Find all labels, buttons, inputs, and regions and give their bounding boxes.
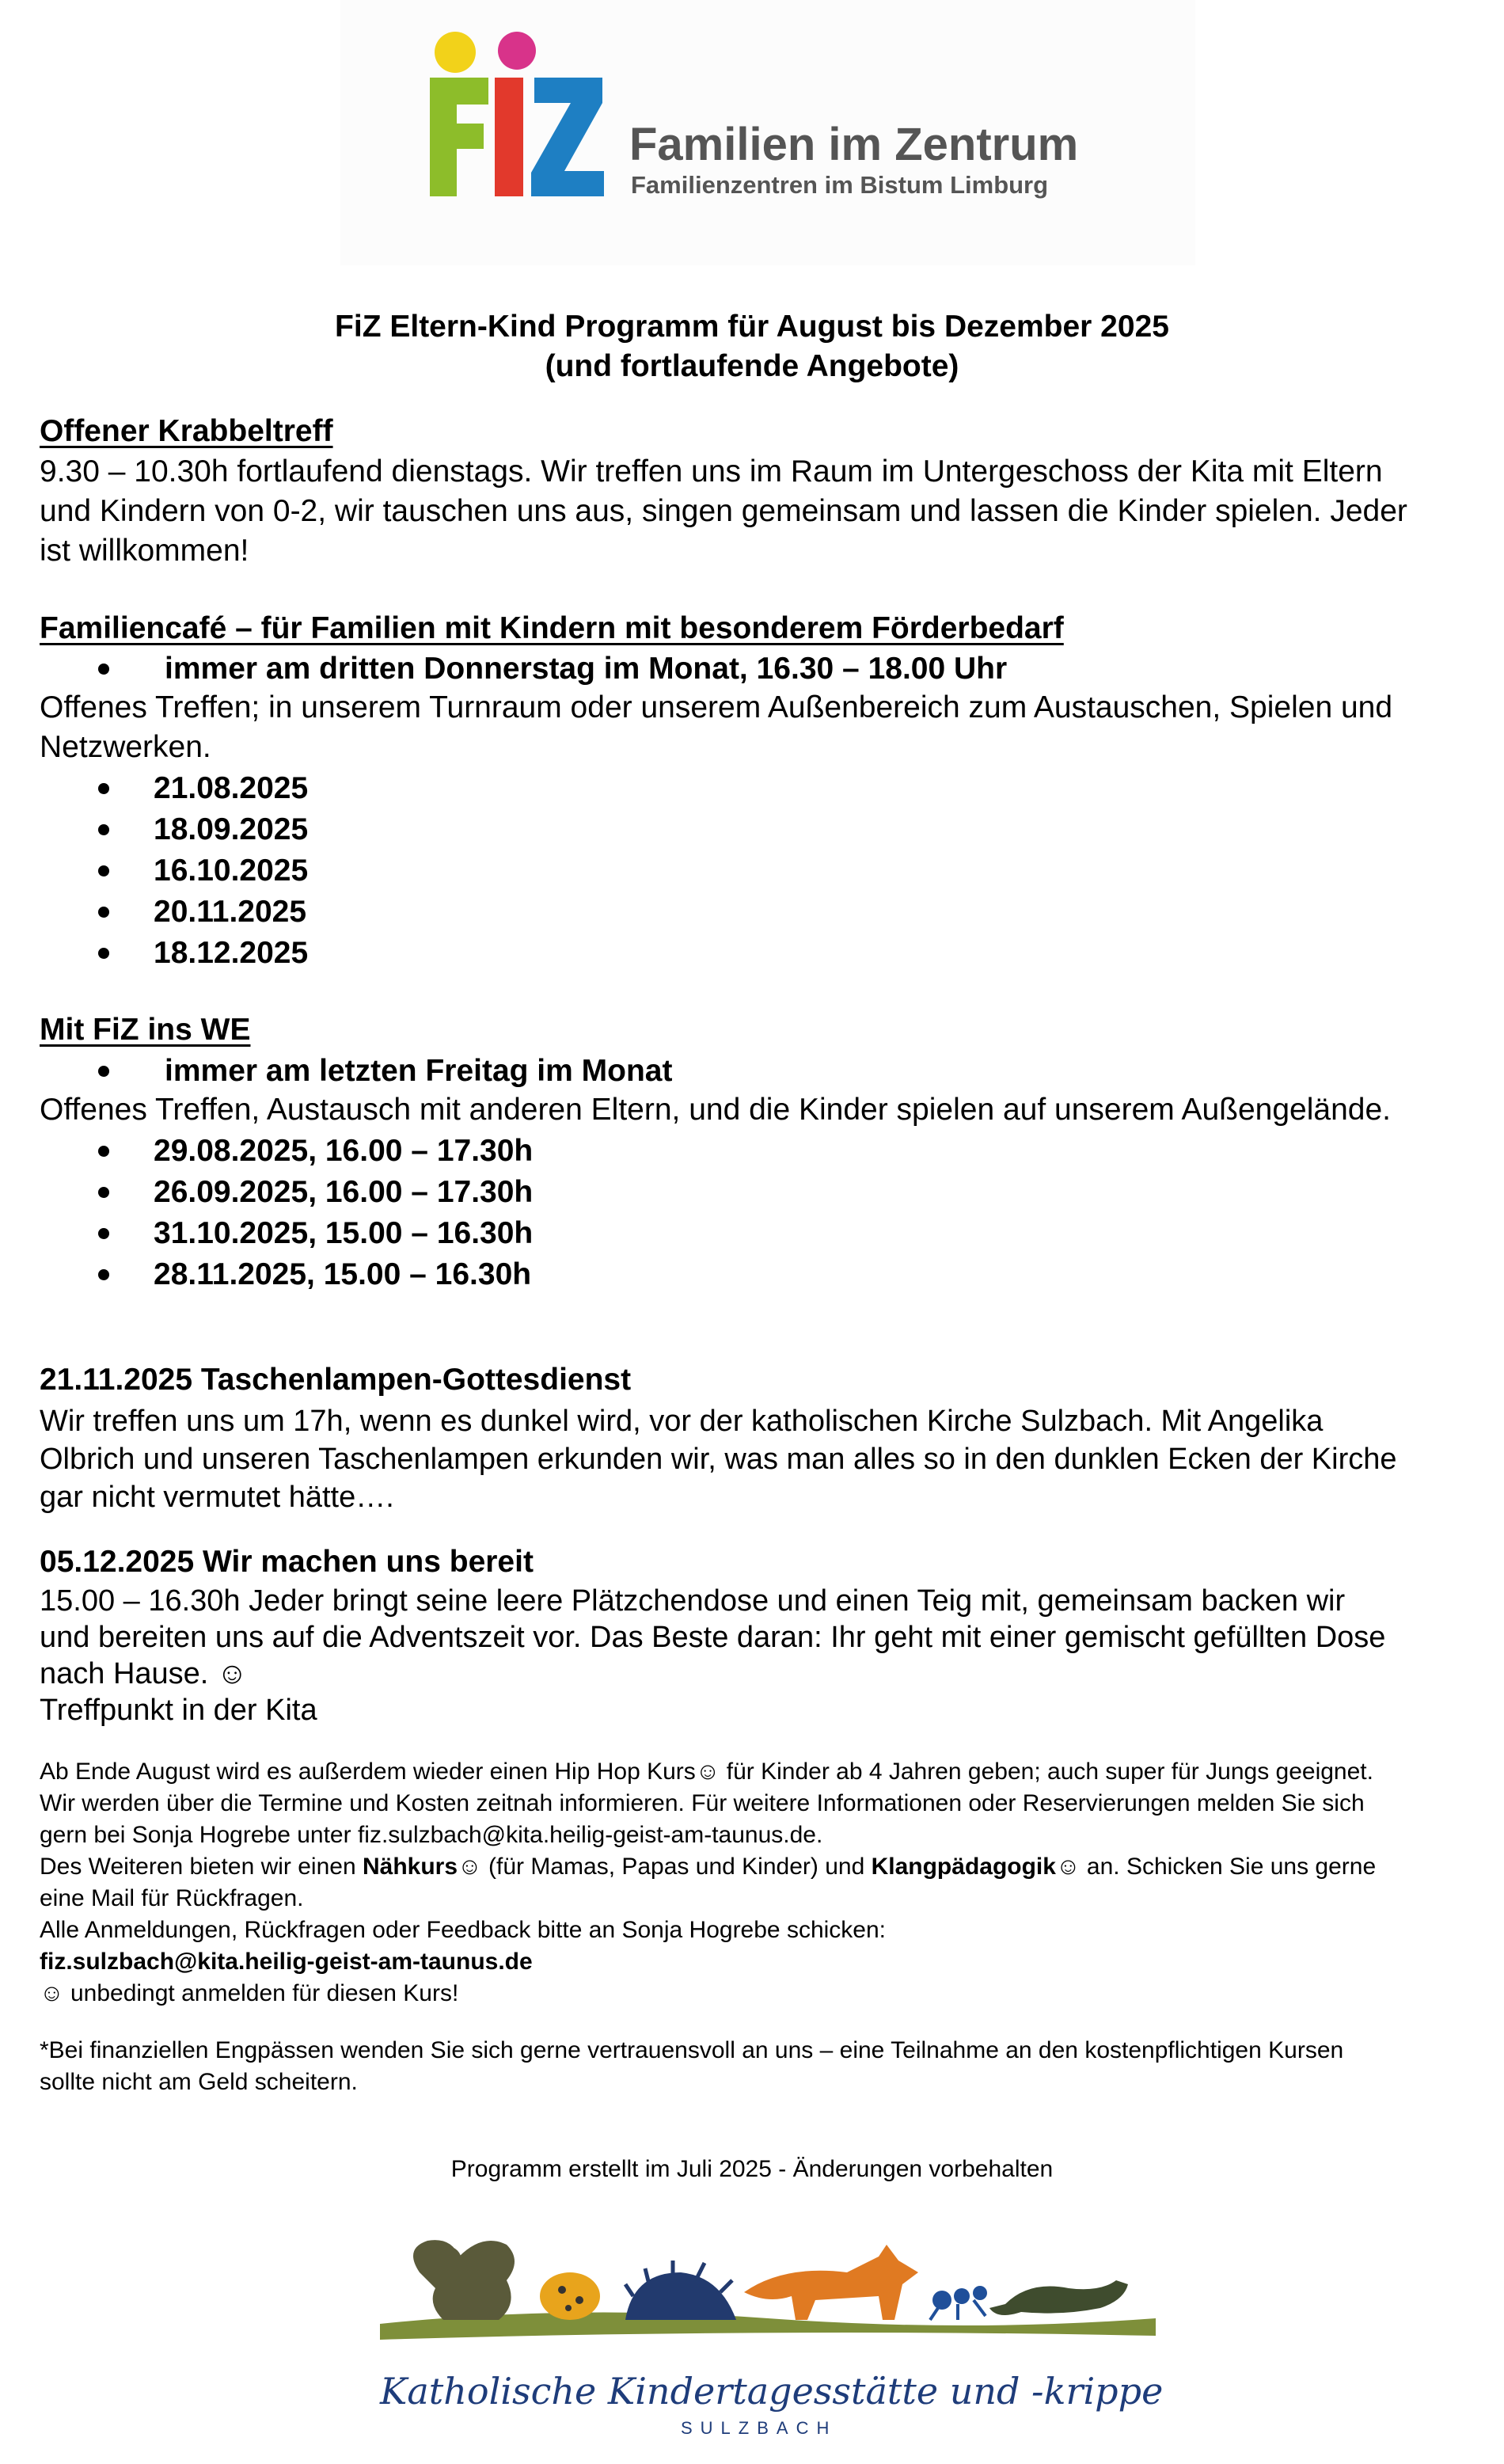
krabbeltreff-text: 9.30 – 10.30h fortlaufend dienstags. Wir treffen uns im Raum im Untergeschoss der Kita mit Eltern (40, 454, 1383, 489)
bereit-text: 15.00 – 16.30h Jeder bringt seine leere Plätzchendose und einen Teig mit, gemeinsam backen wir (40, 1584, 1346, 1618)
page-subtitle: (und fortlaufende Angebote) (545, 349, 959, 383)
bullet-icon (98, 1228, 109, 1239)
bullet-icon (98, 664, 109, 675)
naehkurs-label: Nähkurs (363, 1854, 458, 1880)
bereit-text: und bereiten uns auf die Adventszeit vor. Das Beste daran: Ihr geht mit einer gemischt gefüllten Dose (40, 1621, 1386, 1654)
info-text: ☺ unbedingt anmelden für diesen Kurs! (40, 1980, 459, 2006)
familiencafe-text: Offenes Treffen; in unserem Turnraum oder unserem Außenbereich zum Austauschen, Spielen und (40, 690, 1393, 724)
klangpaedagogik-label: Klangpädagogik (871, 1854, 1056, 1880)
bullet-icon (98, 783, 109, 794)
bullet-icon (98, 948, 109, 959)
info-text: Des Weiteren bieten wir einen Nähkurs☺ (für Mamas, Papas und Kinder) und Klangpädagogik☺ an. Schicken Sie uns gerne (40, 1854, 1377, 1880)
krabbeltreff-text: und Kindern von 0-2, wir tauschen uns aus, singen gemeinsam und lassen die Kinder spielen. Jeder (40, 494, 1407, 528)
contact-email: fiz.sulzbach@kita.heilig-geist-am-taunus.de (40, 1949, 533, 1975)
bullet-icon (98, 1187, 109, 1198)
krabbeltreff-text: ist willkommen! (40, 534, 249, 568)
org-subtitle: Familienzentren im Bistum Limburg (631, 171, 1049, 199)
info-text: Wir werden über die Termine und Kosten zeitnah informieren. Für weitere Informationen oder Reservierungen melden Sie sich (40, 1790, 1365, 1816)
info-text: Alle Anmeldungen, Rückfragen oder Feedback bitte an Sonja Hogrebe schicken: (40, 1917, 886, 1943)
fiz-logo-icon (416, 30, 621, 212)
bullet-icon (98, 1146, 109, 1157)
footer-logo (348, 2217, 1187, 2454)
info-text: gern bei Sonja Hogrebe unter fiz.sulzbach@kita.heilig-geist-am-taunus.de. (40, 1822, 823, 1848)
section-heading-gottesdienst: 21.11.2025 Taschenlampen-Gottesdienst (40, 1363, 632, 1397)
finance-note: sollte nicht am Geld scheitern. (40, 2069, 358, 2095)
footer-note: Programm erstellt im Juli 2025 - Änderungen vorbehalten (450, 2156, 1054, 2182)
animals-icon (372, 2217, 1164, 2344)
we-text: Offenes Treffen, Austausch mit anderen Eltern, und die Kinder spielen auf unserem Außengelände. (40, 1093, 1391, 1127)
section-heading-familiencafe: Familiencafé – für Familien mit Kindern mit besonderem Förderbedarf (40, 611, 1064, 645)
gottesdienst-text: Wir treffen uns um 17h, wenn es dunkel wird, vor der katholischen Kirche Sulzbach. Mit Angelika (40, 1405, 1324, 1438)
section-heading-bereit: 05.12.2025 Wir machen uns bereit (40, 1545, 534, 1579)
gottesdienst-text: Olbrich und unseren Taschenlampen erkunden wir, was man alles so in den dunklen Ecken der Kirche (40, 1443, 1397, 1476)
bereit-text: Treffpunkt in der Kita (40, 1694, 317, 1727)
info-text: Ab Ende August wird es außerdem wieder einen Hip Hop Kurs☺ für Kinder ab 4 Jahren geben; auch super für Jungs geeignet. (40, 1759, 1373, 1785)
info-text: eine Mail für Rückfragen. (40, 1885, 304, 1911)
bereit-text: nach Hause. ☺ (40, 1657, 248, 1690)
bullet-icon (98, 824, 109, 835)
bullet-icon (98, 1066, 109, 1077)
footer-logo-name: Katholische Kindertagesstätte und -krippe (380, 2370, 1164, 2413)
finance-note: *Bei finanziellen Engpässen wenden Sie sich gerne vertrauensvoll an uns – eine Teilnahme an den kostenpflichtigen Kursen (40, 2037, 1344, 2063)
header-logo (340, 0, 1195, 265)
page-title: FiZ Eltern-Kind Programm für August bis Dezember 2025 (335, 310, 1169, 344)
section-heading-we: Mit FiZ ins WE (40, 1013, 251, 1047)
section-heading-krabbeltreff: Offener Krabbeltreff (40, 414, 333, 448)
familiencafe-text: Netzwerken. (40, 730, 211, 764)
org-name: Familien im Zentrum (629, 119, 1079, 170)
bullet-icon (98, 1269, 109, 1280)
bullet-icon (98, 865, 109, 876)
footer-logo-place: SULZBACH (681, 2418, 837, 2438)
gottesdienst-text: gar nicht vermutet hätte…. (40, 1481, 394, 1514)
bullet-icon (98, 907, 109, 918)
